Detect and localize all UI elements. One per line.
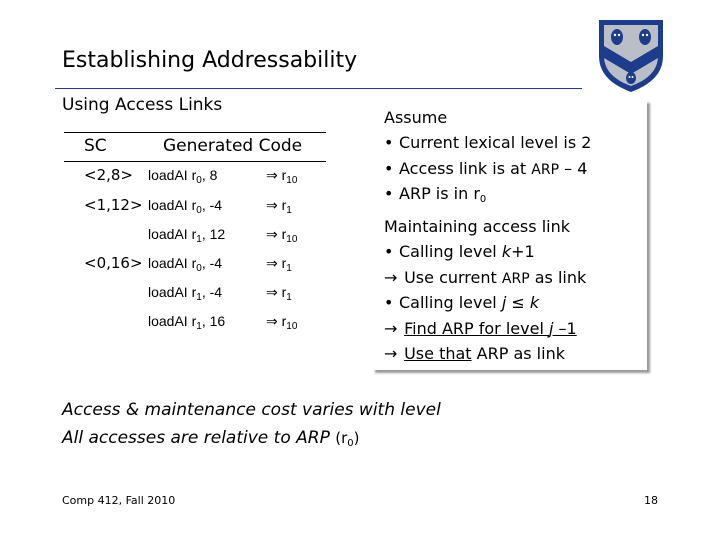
destination-cell: ⇒ $r_1$ [266,284,292,303]
page-number: 18 [644,494,658,507]
bottom-line-1: Access & maintenance cost varies with level [62,400,441,420]
header-generated-code: Generated Code [163,136,303,156]
assume-box [372,100,647,370]
assume-bullet-1: • Current lexical level is 2 [384,133,592,152]
code-cell: loadAI $r_0$, -4 [148,197,223,216]
implies-arrow-icon: ⇒ [266,167,278,183]
header-sc: SC [84,136,107,156]
assume-bullet-2: • Access link is at ARP – 4 [384,159,588,178]
sc-cell: <2,8> [84,166,133,184]
maintain-arrow-1: → Use current ARP as link [384,268,587,287]
bottom-line-2: All accesses are relative to ARP $(r_0)$ [62,428,360,449]
assume-bullet-3: • ARP is in $r_0$ [384,184,487,205]
code-cell: loadAI $r_1$, 12 [148,226,226,245]
code-cell: loadAI $r_1$, 16 [148,313,226,332]
code-cell: loadAI $r_0$, -4 [148,255,223,274]
destination-cell: ⇒ $r_{10}$ [266,313,298,332]
slide-subtitle: Using Access Links [62,95,223,115]
assume-heading: Assume [384,108,448,127]
maintain-bullet-1: • Calling level k+1 [384,242,535,261]
code-cell: loadAI $r_1$, -4 [148,284,223,303]
rice-shield-logo [595,16,667,94]
destination-cell: ⇒ $r_{10}$ [266,226,298,245]
implies-arrow-icon: ⇒ [266,284,278,300]
destination-cell: ⇒ $r_1$ [266,197,292,216]
destination-cell: ⇒ $r_{10}$ [266,167,298,186]
implies-arrow-icon: ⇒ [266,255,278,271]
implies-arrow-icon: ⇒ [266,197,278,213]
title-rule [55,88,582,89]
destination-cell: ⇒ $r_1$ [266,255,292,274]
implies-arrow-icon: ⇒ [266,226,278,242]
slide-title: Establishing Addressability [62,48,358,73]
code-cell: loadAI $r_0$, 8 [148,167,218,186]
table-header-rule [64,161,326,162]
footer-course: Comp 412, Fall 2010 [62,494,176,507]
maintaining-heading: Maintaining access link [384,217,570,236]
maintain-arrow-2: → Find ARP for level j –1 [384,319,577,338]
implies-arrow-icon: ⇒ [266,313,278,329]
maintain-arrow-3: → Use that ARP as link [384,344,565,363]
maintain-bullet-2: • Calling level j ≤ k [384,293,540,312]
sc-cell: <1,12> [84,196,143,214]
table-top-rule [64,132,326,133]
sc-cell: <0,16> [84,254,143,272]
